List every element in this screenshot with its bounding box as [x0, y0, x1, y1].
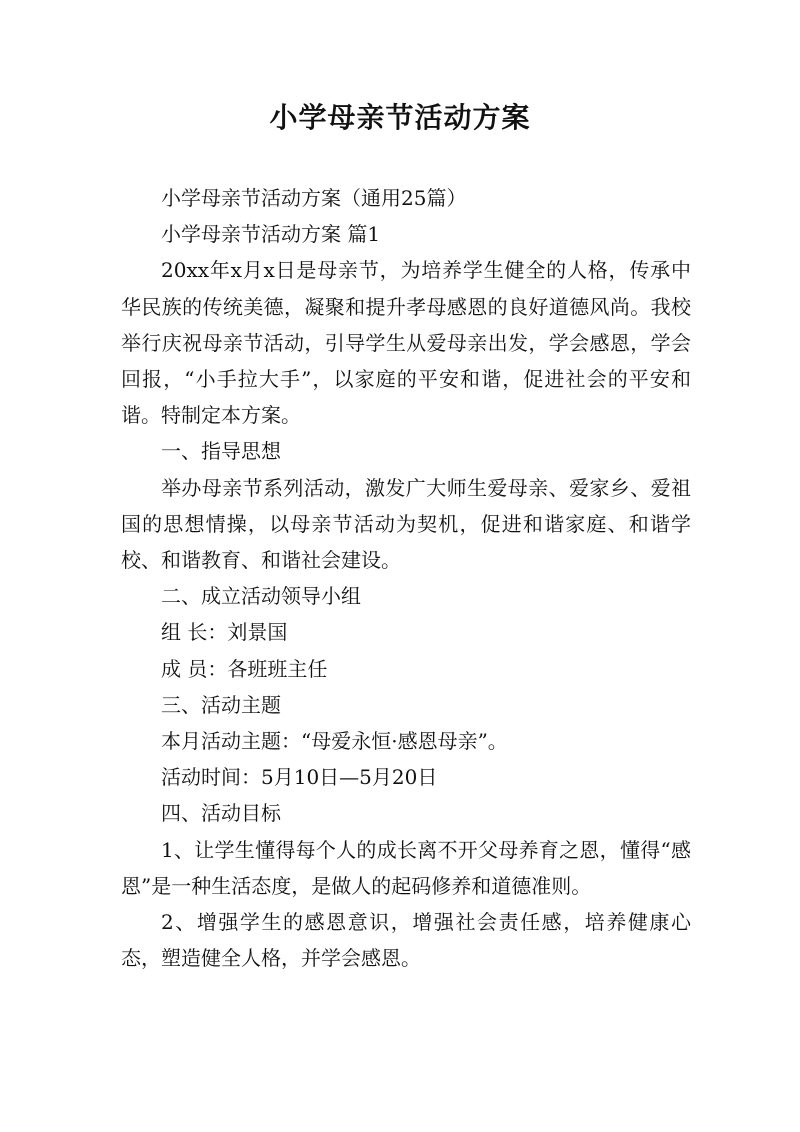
- section-heading-goals: 四、活动目标: [161, 801, 281, 826]
- theme-line: 本月活动主题：“母爱永恒·感恩母亲”。: [161, 729, 508, 754]
- time-line: 活动时间：5月10日—5月20日: [161, 765, 438, 790]
- intro-paragraph: 20xx年x月x日是母亲节，为培养学生健全的人格，传承中华民族的传统美德，凝聚和提升孝母感恩的良好道德风尚。我校举行庆祝母亲节活动，引导学生从爱母亲出发，学会感恩，学会回报，“小手拉大手”，以家庭的平安和谐，促进社会的平安和谐。特制定本方案。: [121, 258, 691, 428]
- section-heading-leadership-group: 二、成立活动领导小组: [161, 584, 361, 609]
- document-body: [121, 180, 691, 976]
- goal-item-2: 2、增强学生的感恩意识，增强社会责任感，培养健康心态，塑造健全人格，并学会感恩。: [121, 910, 691, 971]
- section-heading-theme: 三、活动主题: [161, 692, 281, 717]
- members-line: 成 员：各班班主任: [161, 656, 328, 681]
- document-title: 小学母亲节活动方案: [269, 101, 531, 134]
- guiding-thought-paragraph: 举办母亲节系列活动，激发广大师生爱母亲、爱家乡、爱祖国的思想情操，以母亲节活动为契机，促进和谐家庭、和谐学校、和谐教育、和谐社会建设。: [121, 475, 691, 573]
- section-heading-guiding-thought: 一、指导思想: [161, 439, 281, 464]
- goal-item-1: 1、让学生懂得每个人的成长离不开父母养育之恩，懂得“感恩”是一种生活态度，是做人的起码修养和道德准则。: [121, 837, 691, 898]
- leader-line: 组 长：刘景国: [161, 620, 288, 645]
- subtitle-paragraph: 小学母亲节活动方案（通用25篇）: [161, 186, 467, 210]
- section-heading-article-1: 小学母亲节活动方案 篇1: [161, 222, 381, 247]
